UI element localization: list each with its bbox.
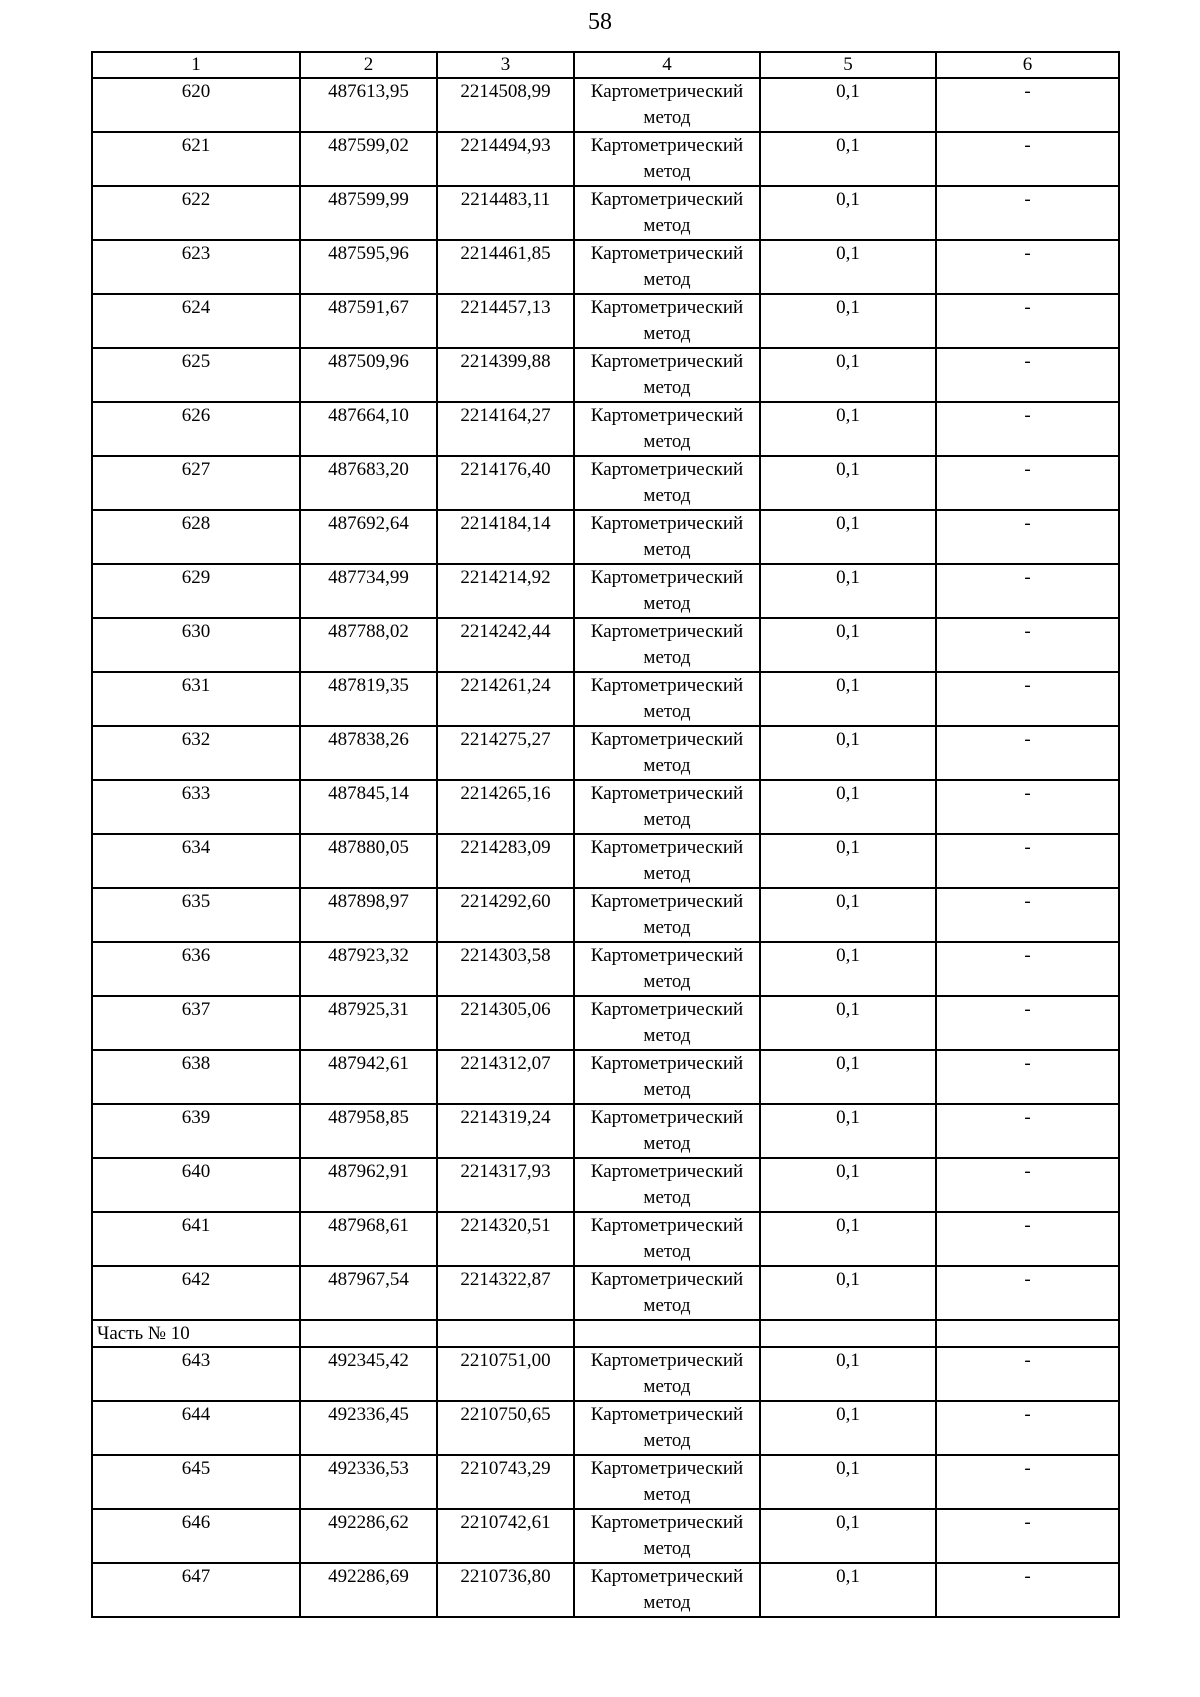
x-coordinate-cell: 487788,02 — [300, 618, 437, 672]
y-coordinate-cell: 2210743,29 — [437, 1455, 574, 1509]
accuracy-cell: 0,1 — [760, 618, 936, 672]
accuracy-cell: 0,1 — [760, 132, 936, 186]
point-number-cell: 624 — [92, 294, 300, 348]
description-cell: - — [936, 132, 1119, 186]
method-cell: Картометрический метод — [574, 1212, 760, 1266]
x-coordinate-cell: 487613,95 — [300, 78, 437, 132]
accuracy-cell: 0,1 — [760, 402, 936, 456]
point-number-cell: 645 — [92, 1455, 300, 1509]
table-row — [92, 1266, 1119, 1320]
point-number-cell: 640 — [92, 1158, 300, 1212]
method-cell: Картометрический метод — [574, 1509, 760, 1563]
table-row — [92, 240, 1119, 294]
accuracy-cell: 0,1 — [760, 726, 936, 780]
description-cell: - — [936, 78, 1119, 132]
x-coordinate-cell: 487958,85 — [300, 1104, 437, 1158]
column-header: 6 — [936, 52, 1119, 78]
description-cell: - — [936, 1509, 1119, 1563]
y-coordinate-cell: 2210751,00 — [437, 1347, 574, 1401]
point-number-cell: 646 — [92, 1509, 300, 1563]
accuracy-cell: 0,1 — [760, 942, 936, 996]
empty-cell — [300, 1320, 437, 1347]
y-coordinate-cell: 2214319,24 — [437, 1104, 574, 1158]
table-header-row — [92, 52, 1119, 78]
table-row — [92, 510, 1119, 564]
point-number-cell: 622 — [92, 186, 300, 240]
x-coordinate-cell: 492286,69 — [300, 1563, 437, 1617]
accuracy-cell: 0,1 — [760, 996, 936, 1050]
table-row — [92, 564, 1119, 618]
method-cell: Картометрический метод — [574, 1104, 760, 1158]
description-cell: - — [936, 510, 1119, 564]
x-coordinate-cell: 487838,26 — [300, 726, 437, 780]
coordinates-table — [91, 51, 1120, 1618]
y-coordinate-cell: 2214320,51 — [437, 1212, 574, 1266]
accuracy-cell: 0,1 — [760, 834, 936, 888]
description-cell: - — [936, 1401, 1119, 1455]
accuracy-cell: 0,1 — [760, 1401, 936, 1455]
column-header: 5 — [760, 52, 936, 78]
y-coordinate-cell: 2210736,80 — [437, 1563, 574, 1617]
point-number-cell: 630 — [92, 618, 300, 672]
accuracy-cell: 0,1 — [760, 564, 936, 618]
x-coordinate-cell: 487968,61 — [300, 1212, 437, 1266]
y-coordinate-cell: 2214275,27 — [437, 726, 574, 780]
description-cell: - — [936, 186, 1119, 240]
accuracy-cell: 0,1 — [760, 1158, 936, 1212]
description-cell: - — [936, 1455, 1119, 1509]
part-label-cell: Часть № 10 — [92, 1320, 300, 1347]
x-coordinate-cell: 487845,14 — [300, 780, 437, 834]
y-coordinate-cell: 2214494,93 — [437, 132, 574, 186]
accuracy-cell: 0,1 — [760, 1509, 936, 1563]
description-cell: - — [936, 1158, 1119, 1212]
method-cell: Картометрический метод — [574, 564, 760, 618]
table-row — [92, 402, 1119, 456]
y-coordinate-cell: 2214242,44 — [437, 618, 574, 672]
description-cell: - — [936, 780, 1119, 834]
y-coordinate-cell: 2214322,87 — [437, 1266, 574, 1320]
table-row — [92, 1347, 1119, 1401]
table-row — [92, 78, 1119, 132]
point-number-cell: 639 — [92, 1104, 300, 1158]
table-row — [92, 996, 1119, 1050]
empty-cell — [760, 1320, 936, 1347]
point-number-cell: 637 — [92, 996, 300, 1050]
method-cell: Картометрический метод — [574, 402, 760, 456]
point-number-cell: 626 — [92, 402, 300, 456]
accuracy-cell: 0,1 — [760, 1266, 936, 1320]
table-row — [92, 888, 1119, 942]
description-cell: - — [936, 672, 1119, 726]
description-cell: - — [936, 1347, 1119, 1401]
empty-cell — [437, 1320, 574, 1347]
table-row — [92, 132, 1119, 186]
description-cell: - — [936, 1266, 1119, 1320]
table-row — [92, 1563, 1119, 1617]
point-number-cell: 633 — [92, 780, 300, 834]
accuracy-cell: 0,1 — [760, 1455, 936, 1509]
x-coordinate-cell: 487880,05 — [300, 834, 437, 888]
accuracy-cell: 0,1 — [760, 672, 936, 726]
point-number-cell: 638 — [92, 1050, 300, 1104]
method-cell: Картометрический метод — [574, 1347, 760, 1401]
method-cell: Картометрический метод — [574, 240, 760, 294]
method-cell: Картометрический метод — [574, 726, 760, 780]
y-coordinate-cell: 2214312,07 — [437, 1050, 574, 1104]
method-cell: Картометрический метод — [574, 132, 760, 186]
table-row — [92, 1455, 1119, 1509]
table-row — [92, 1104, 1119, 1158]
table-row — [92, 456, 1119, 510]
x-coordinate-cell: 487734,99 — [300, 564, 437, 618]
table-row — [92, 672, 1119, 726]
accuracy-cell: 0,1 — [760, 240, 936, 294]
description-cell: - — [936, 456, 1119, 510]
table-row — [92, 834, 1119, 888]
x-coordinate-cell: 492336,53 — [300, 1455, 437, 1509]
y-coordinate-cell: 2214283,09 — [437, 834, 574, 888]
method-cell: Картометрический метод — [574, 1455, 760, 1509]
x-coordinate-cell: 487591,67 — [300, 294, 437, 348]
column-header: 1 — [92, 52, 300, 78]
y-coordinate-cell: 2214399,88 — [437, 348, 574, 402]
point-number-cell: 634 — [92, 834, 300, 888]
y-coordinate-cell: 2214457,13 — [437, 294, 574, 348]
accuracy-cell: 0,1 — [760, 1050, 936, 1104]
column-header: 2 — [300, 52, 437, 78]
description-cell: - — [936, 888, 1119, 942]
x-coordinate-cell: 492345,42 — [300, 1347, 437, 1401]
description-cell: - — [936, 618, 1119, 672]
y-coordinate-cell: 2214184,14 — [437, 510, 574, 564]
table-row — [92, 1158, 1119, 1212]
column-header: 3 — [437, 52, 574, 78]
description-cell: - — [936, 348, 1119, 402]
table-row — [92, 186, 1119, 240]
table-row — [92, 348, 1119, 402]
y-coordinate-cell: 2210750,65 — [437, 1401, 574, 1455]
y-coordinate-cell: 2214508,99 — [437, 78, 574, 132]
accuracy-cell: 0,1 — [760, 348, 936, 402]
table-row — [92, 1401, 1119, 1455]
part-header-row — [92, 1320, 1119, 1347]
page-number: 58 — [588, 9, 612, 35]
description-cell: - — [936, 1212, 1119, 1266]
accuracy-cell: 0,1 — [760, 510, 936, 564]
method-cell: Картометрический метод — [574, 1563, 760, 1617]
point-number-cell: 632 — [92, 726, 300, 780]
empty-cell — [936, 1320, 1119, 1347]
method-cell: Картометрический метод — [574, 672, 760, 726]
empty-cell — [574, 1320, 760, 1347]
table-row — [92, 1509, 1119, 1563]
description-cell: - — [936, 942, 1119, 996]
description-cell: - — [936, 564, 1119, 618]
point-number-cell: 647 — [92, 1563, 300, 1617]
table-row — [92, 618, 1119, 672]
description-cell: - — [936, 1104, 1119, 1158]
method-cell: Картометрический метод — [574, 1266, 760, 1320]
y-coordinate-cell: 2214305,06 — [437, 996, 574, 1050]
description-cell: - — [936, 240, 1119, 294]
y-coordinate-cell: 2214214,92 — [437, 564, 574, 618]
x-coordinate-cell: 487509,96 — [300, 348, 437, 402]
point-number-cell: 642 — [92, 1266, 300, 1320]
y-coordinate-cell: 2214176,40 — [437, 456, 574, 510]
x-coordinate-cell: 487683,20 — [300, 456, 437, 510]
x-coordinate-cell: 487599,99 — [300, 186, 437, 240]
x-coordinate-cell: 487923,32 — [300, 942, 437, 996]
description-cell: - — [936, 1050, 1119, 1104]
x-coordinate-cell: 487962,91 — [300, 1158, 437, 1212]
point-number-cell: 636 — [92, 942, 300, 996]
y-coordinate-cell: 2214483,11 — [437, 186, 574, 240]
description-cell: - — [936, 402, 1119, 456]
method-cell: Картометрический метод — [574, 942, 760, 996]
description-cell: - — [936, 294, 1119, 348]
description-cell: - — [936, 726, 1119, 780]
point-number-cell: 631 — [92, 672, 300, 726]
x-coordinate-cell: 487967,54 — [300, 1266, 437, 1320]
description-cell: - — [936, 996, 1119, 1050]
point-number-cell: 644 — [92, 1401, 300, 1455]
method-cell: Картометрический метод — [574, 456, 760, 510]
accuracy-cell: 0,1 — [760, 1347, 936, 1401]
method-cell: Картометрический метод — [574, 780, 760, 834]
method-cell: Картометрический метод — [574, 996, 760, 1050]
method-cell: Картометрический метод — [574, 348, 760, 402]
method-cell: Картометрический метод — [574, 78, 760, 132]
x-coordinate-cell: 487664,10 — [300, 402, 437, 456]
point-number-cell: 620 — [92, 78, 300, 132]
table-row — [92, 942, 1119, 996]
method-cell: Картометрический метод — [574, 186, 760, 240]
table-row — [92, 294, 1119, 348]
y-coordinate-cell: 2214261,24 — [437, 672, 574, 726]
x-coordinate-cell: 487925,31 — [300, 996, 437, 1050]
method-cell: Картометрический метод — [574, 888, 760, 942]
x-coordinate-cell: 487595,96 — [300, 240, 437, 294]
point-number-cell: 629 — [92, 564, 300, 618]
method-cell: Картометрический метод — [574, 510, 760, 564]
description-cell: - — [936, 1563, 1119, 1617]
point-number-cell: 635 — [92, 888, 300, 942]
table-body — [92, 78, 1119, 1617]
point-number-cell: 643 — [92, 1347, 300, 1401]
method-cell: Картометрический метод — [574, 294, 760, 348]
y-coordinate-cell: 2214303,58 — [437, 942, 574, 996]
y-coordinate-cell: 2210742,61 — [437, 1509, 574, 1563]
accuracy-cell: 0,1 — [760, 1212, 936, 1266]
accuracy-cell: 0,1 — [760, 78, 936, 132]
accuracy-cell: 0,1 — [760, 780, 936, 834]
y-coordinate-cell: 2214461,85 — [437, 240, 574, 294]
table-row — [92, 1050, 1119, 1104]
x-coordinate-cell: 487898,97 — [300, 888, 437, 942]
method-cell: Картометрический метод — [574, 834, 760, 888]
y-coordinate-cell: 2214164,27 — [437, 402, 574, 456]
x-coordinate-cell: 487599,02 — [300, 132, 437, 186]
description-cell: - — [936, 834, 1119, 888]
accuracy-cell: 0,1 — [760, 186, 936, 240]
method-cell: Картометрический метод — [574, 1050, 760, 1104]
point-number-cell: 623 — [92, 240, 300, 294]
method-cell: Картометрический метод — [574, 618, 760, 672]
accuracy-cell: 0,1 — [760, 456, 936, 510]
method-cell: Картометрический метод — [574, 1158, 760, 1212]
y-coordinate-cell: 2214317,93 — [437, 1158, 574, 1212]
x-coordinate-cell: 492336,45 — [300, 1401, 437, 1455]
point-number-cell: 621 — [92, 132, 300, 186]
accuracy-cell: 0,1 — [760, 294, 936, 348]
accuracy-cell: 0,1 — [760, 1563, 936, 1617]
method-cell: Картометрический метод — [574, 1401, 760, 1455]
x-coordinate-cell: 487692,64 — [300, 510, 437, 564]
point-number-cell: 641 — [92, 1212, 300, 1266]
y-coordinate-cell: 2214265,16 — [437, 780, 574, 834]
point-number-cell: 628 — [92, 510, 300, 564]
x-coordinate-cell: 487819,35 — [300, 672, 437, 726]
accuracy-cell: 0,1 — [760, 888, 936, 942]
table-row — [92, 726, 1119, 780]
table-row — [92, 780, 1119, 834]
accuracy-cell: 0,1 — [760, 1104, 936, 1158]
x-coordinate-cell: 487942,61 — [300, 1050, 437, 1104]
x-coordinate-cell: 492286,62 — [300, 1509, 437, 1563]
y-coordinate-cell: 2214292,60 — [437, 888, 574, 942]
column-header: 4 — [574, 52, 760, 78]
point-number-cell: 627 — [92, 456, 300, 510]
point-number-cell: 625 — [92, 348, 300, 402]
table-row — [92, 1212, 1119, 1266]
